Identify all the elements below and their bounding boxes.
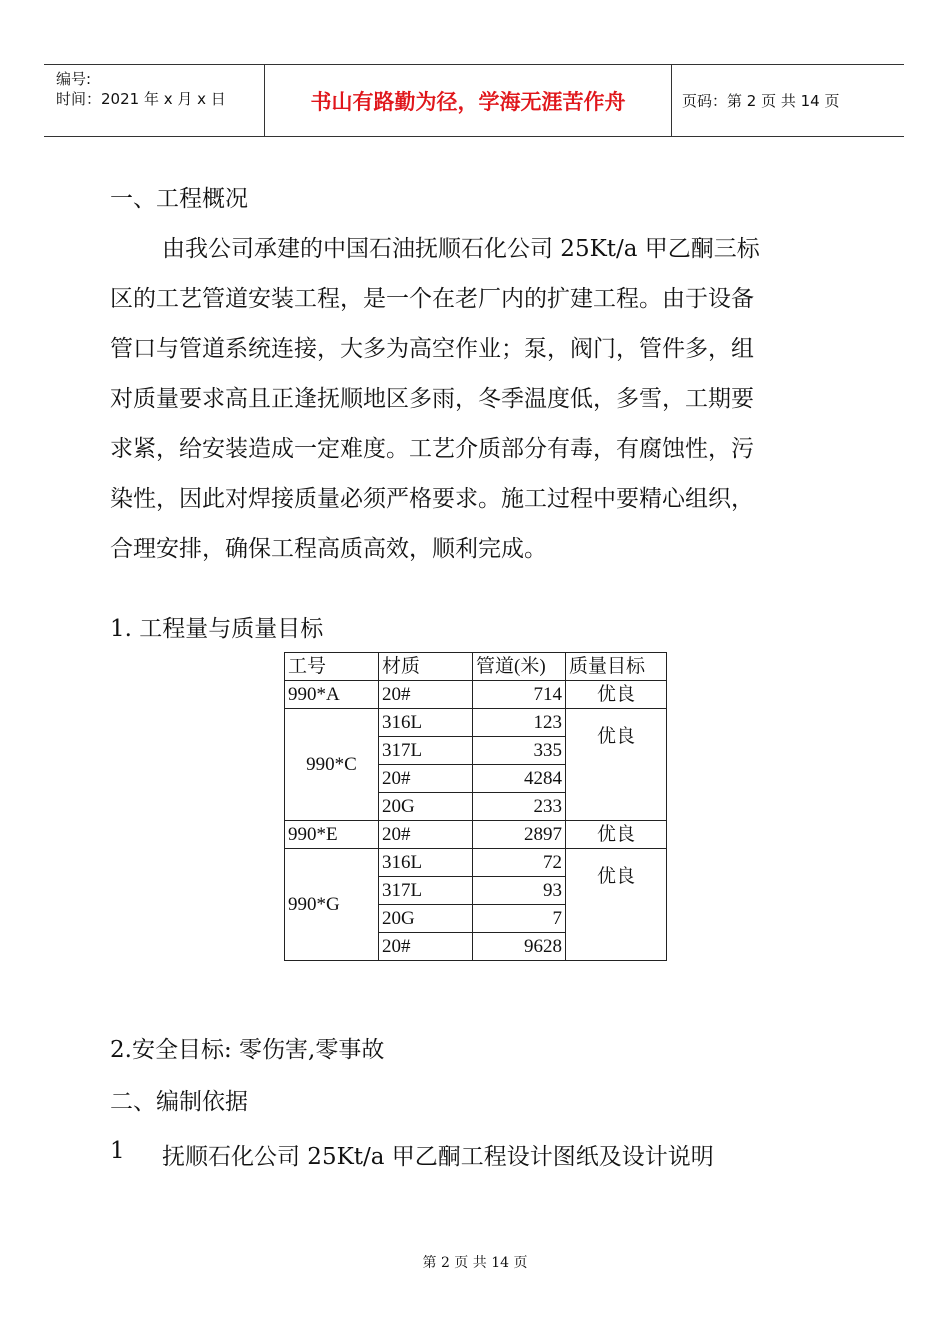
length-cell: 714 [473, 681, 566, 709]
list-item-number: 1 [110, 1138, 125, 1164]
length-cell: 233 [473, 793, 566, 821]
material-cell: 20G [379, 905, 473, 933]
material-cell: 317L [379, 737, 473, 765]
table-row [285, 821, 667, 849]
list-item-text: 抚顺石化公司 25Kt/a 甲乙酮工程设计图纸及设计说明 [162, 1144, 714, 1170]
subsection-1-title: 1. 工程量与质量目标 [110, 616, 324, 642]
para-line: 管口与管道系统连接，大多为高空作业；泵，阀门，管件多，组 [110, 336, 754, 362]
date-label: 时间：2021 年 x 月 x 日 [56, 90, 226, 108]
length-cell: 7 [473, 905, 566, 933]
quantity-table [284, 652, 667, 961]
code-cell: 990*E [285, 821, 379, 849]
section2-title: 二、编制依据 [110, 1089, 248, 1115]
code-label: 编号: [56, 70, 92, 88]
material-cell: 20# [379, 765, 473, 793]
length-cell: 2897 [473, 821, 566, 849]
material-cell: 20# [379, 681, 473, 709]
material-cell: 316L [379, 849, 473, 877]
code-cell: 990*G [285, 849, 379, 961]
para-line: 区的工艺管道安装工程，是一个在老厂内的扩建工程。由于设备 [110, 286, 754, 312]
code-cell: 990*A [285, 681, 379, 709]
table-row [285, 681, 667, 709]
table-row [285, 849, 667, 877]
section1-paragraph [110, 224, 850, 574]
length-cell: 72 [473, 849, 566, 877]
para-line: 染性，因此对焊接质量必须严格要求。施工过程中要精心组织， [110, 486, 754, 512]
length-cell: 9628 [473, 933, 566, 961]
para-line: 由我公司承建的中国石油抚顺石化公司 25Kt/a 甲乙酮三标 [162, 236, 760, 262]
para-line: 对质量要求高且正逢抚顺地区多雨，冬季温度低，多雪，工期要 [110, 386, 754, 412]
header-cell: 材质 [379, 653, 473, 681]
table-header-row [285, 653, 667, 681]
code-cell: 990*C [285, 709, 379, 821]
header-meta [44, 65, 265, 136]
section1-title: 一、工程概况 [110, 186, 248, 212]
subsection-2-title: 2.安全目标: 零伤害,零事故 [110, 1037, 385, 1063]
length-cell: 93 [473, 877, 566, 905]
header-cell: 管道(米) [473, 653, 566, 681]
para-line: 合理安排，确保工程高质高效，顺利完成。 [110, 536, 547, 562]
table-row [285, 709, 667, 737]
material-cell: 20# [379, 821, 473, 849]
header-page-info: 页码：第 2 页 共 14 页 [682, 92, 840, 110]
length-cell: 123 [473, 709, 566, 737]
header-cell: 质量目标 [566, 653, 667, 681]
goal-cell: 优良 [566, 849, 667, 961]
material-cell: 20# [379, 933, 473, 961]
material-cell: 317L [379, 877, 473, 905]
para-line: 求紧，给安装造成一定难度。工艺介质部分有毒，有腐蚀性，污 [110, 436, 754, 462]
page-header [44, 64, 904, 137]
goal-cell: 优良 [566, 681, 667, 709]
header-cell: 工号 [285, 653, 379, 681]
header-motto: 书山有路勤为径，学海无涯苦作舟 [265, 65, 672, 136]
page-footer: 第 2 页 共 14 页 [422, 1255, 528, 1271]
material-cell: 316L [379, 709, 473, 737]
length-cell: 335 [473, 737, 566, 765]
goal-cell: 优良 [566, 709, 667, 821]
length-cell: 4284 [473, 765, 566, 793]
goal-cell: 优良 [566, 821, 667, 849]
material-cell: 20G [379, 793, 473, 821]
